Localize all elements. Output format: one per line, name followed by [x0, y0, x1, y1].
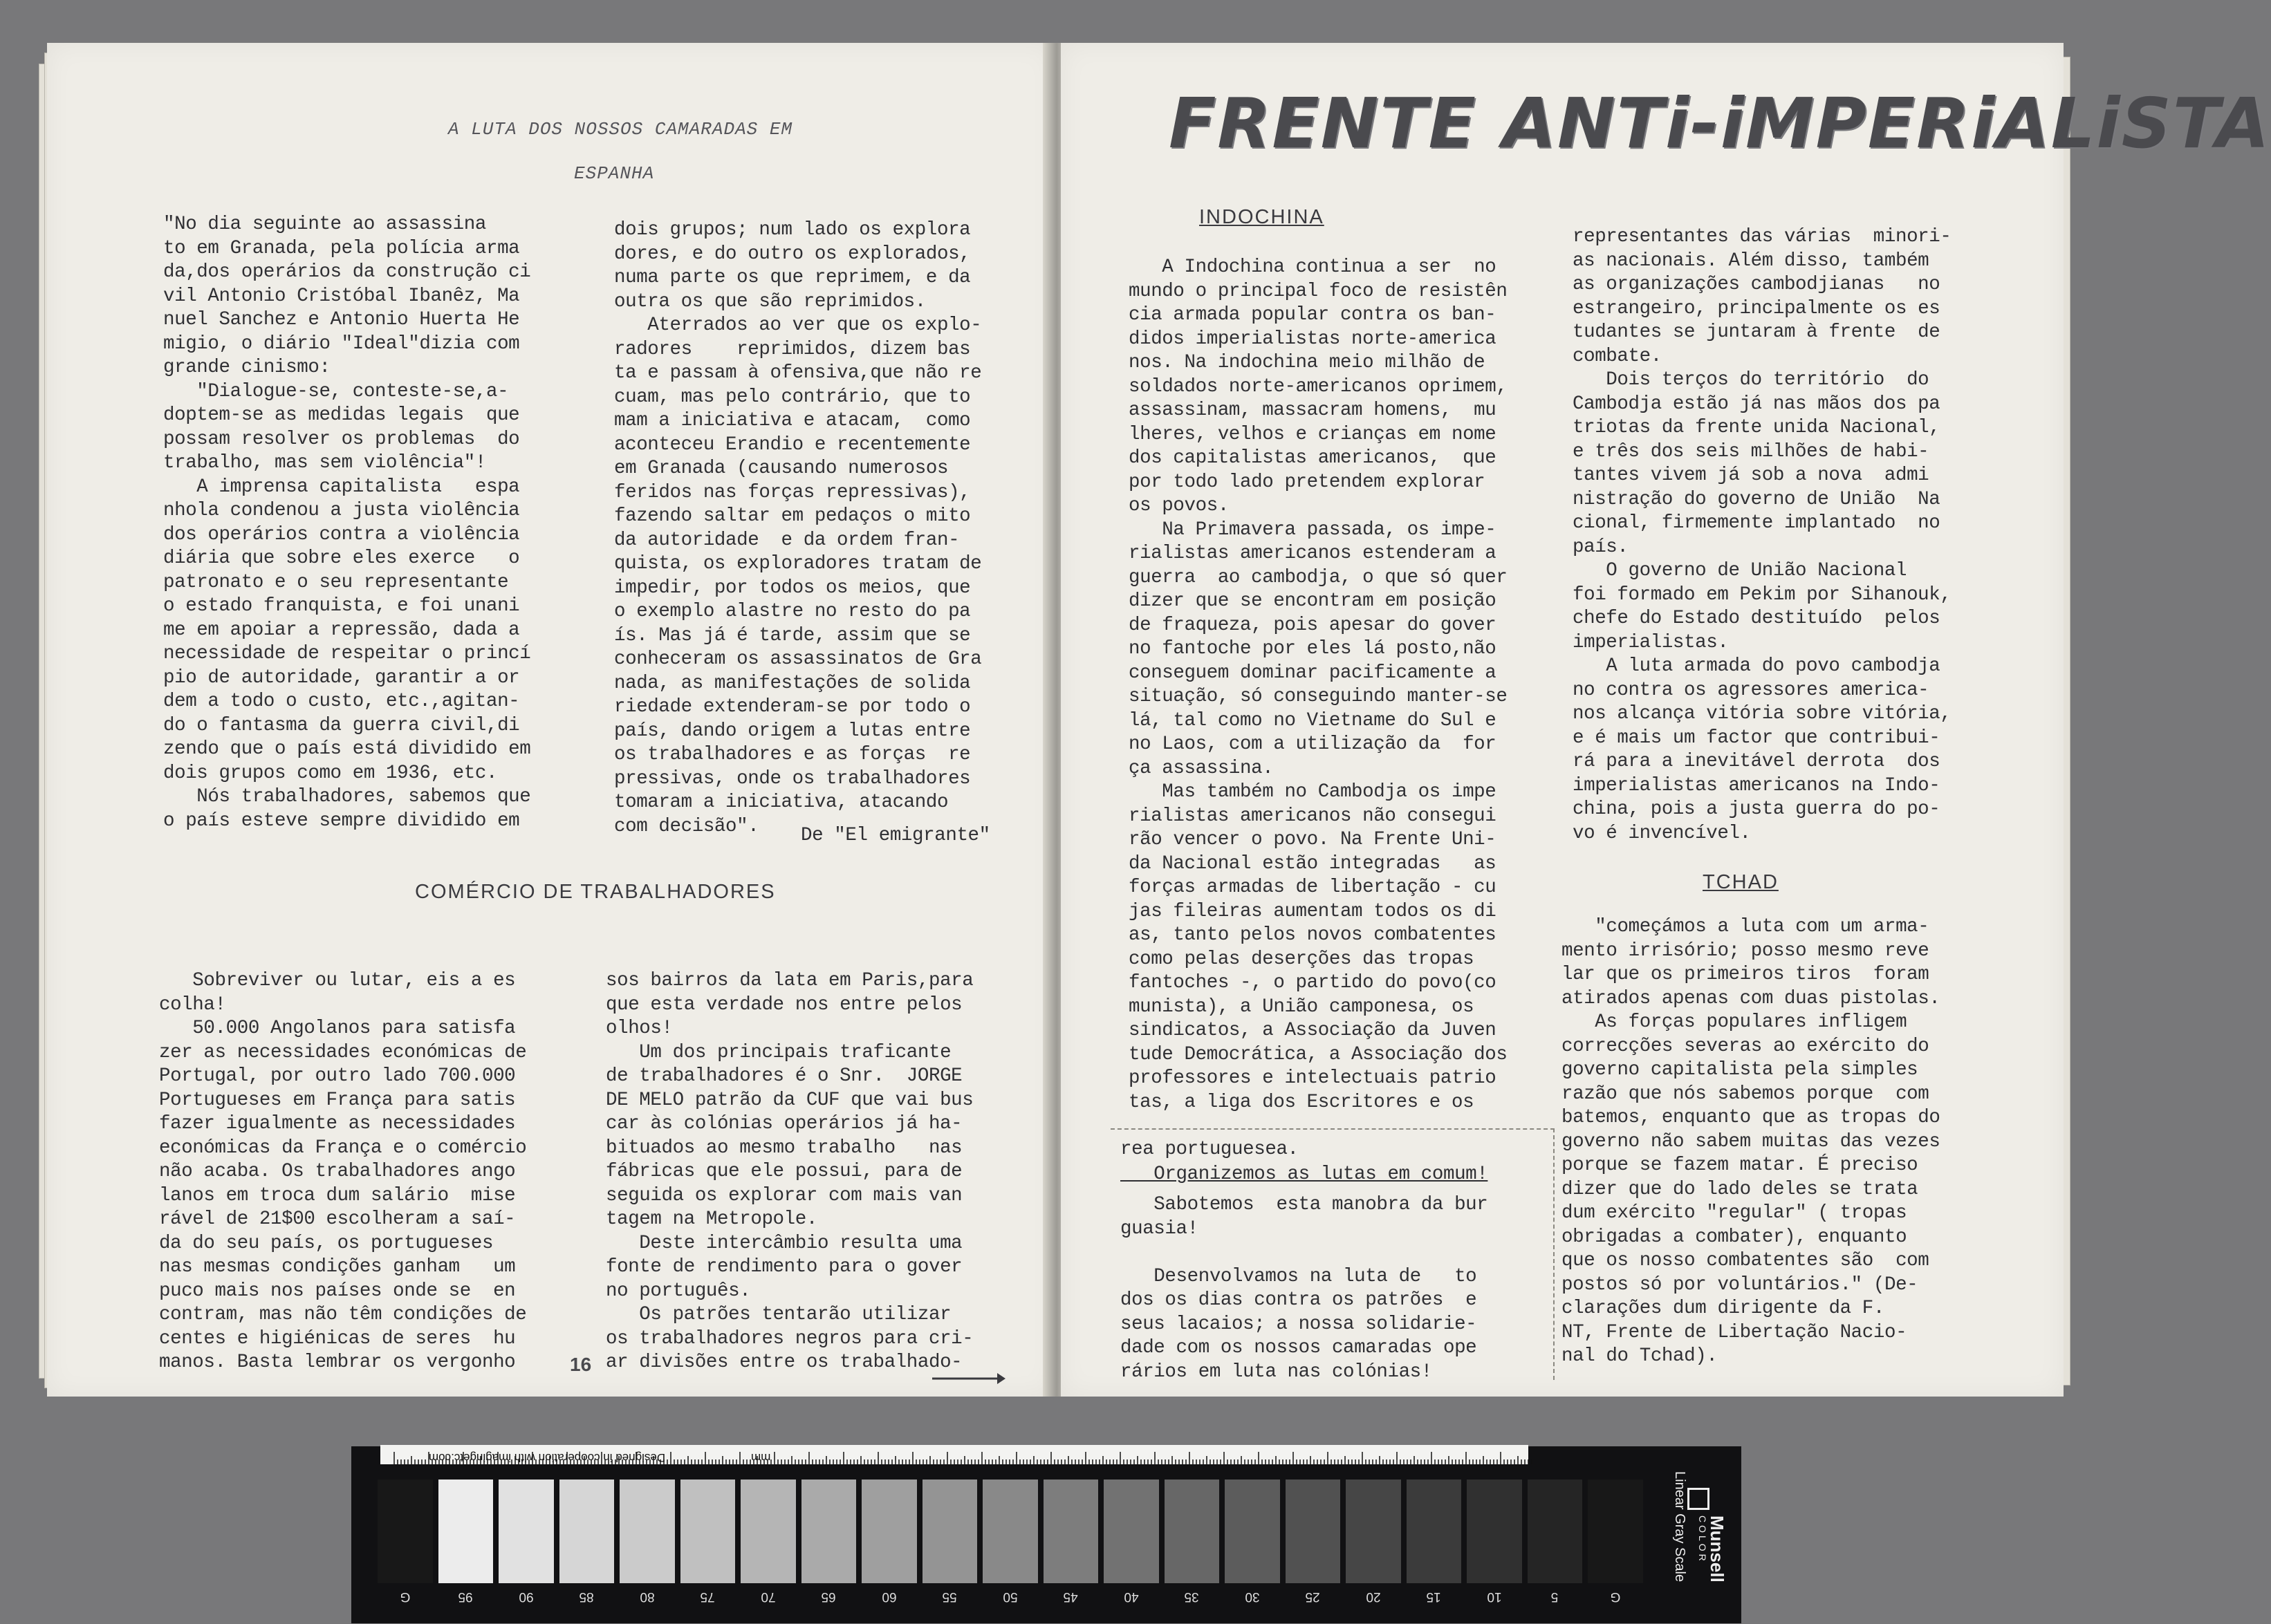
box-body: Sabotemos esta manobra da bur guasia! Desenvolvamos na luta de to dos os dias contra os patrões e seus lacaios; a nossa solidarie- dade com os nossos camaradas ope rários em luta nas colónias! — [1120, 1194, 1488, 1383]
article-signature: De "El emigrante" — [801, 825, 990, 846]
gray-patch-label: 85 — [579, 1589, 594, 1604]
box-line-1: rea portuguesea. — [1120, 1139, 1299, 1160]
gray-patch-label: G — [400, 1589, 411, 1604]
gray-patch-label: 30 — [1245, 1589, 1260, 1604]
section-title-indochina: INDOCHINA — [1199, 206, 1324, 228]
gray-patch — [862, 1480, 917, 1583]
continue-arrow-icon — [931, 1370, 1007, 1387]
gray-patch-label: 60 — [882, 1589, 897, 1604]
gray-patch — [680, 1480, 736, 1583]
gray-patch-label: 95 — [458, 1589, 473, 1604]
box-slogan: Organizemos as lutas em comum! — [1120, 1164, 1488, 1185]
gray-patch-label: 45 — [1063, 1589, 1078, 1604]
article-title-line1: A LUTA DOS NOSSOS CAMARADAS EM — [448, 119, 793, 140]
gray-patch — [378, 1480, 433, 1583]
gray-patch-label: 50 — [1003, 1589, 1018, 1604]
right-page — [1061, 43, 2271, 1397]
section-title-tchad: TCHAD — [1703, 871, 1779, 893]
gray-patch-label: 55 — [942, 1589, 957, 1604]
gray-patch-label: 75 — [700, 1589, 715, 1604]
gray-patch — [1286, 1480, 1341, 1583]
gray-patch — [1225, 1480, 1280, 1583]
gray-patch-label: 5 — [1550, 1589, 1559, 1604]
gray-patch — [1588, 1480, 1643, 1583]
gray-patch — [1467, 1480, 1522, 1583]
article-column-3: Sobreviver ou lutar, eis a es colha! 50.000 Angolanos para satisfa zer as necessidades económicas de Portugal, por outro lado 700.000 Portugueses em França para satis fazer igualmente as necessidades económicas da França e o comércio não acaba. Os trabalhadores ango lanos em troca dum salário mise rável de 21$00 escolheram a saí- da do seu país, os portugueses nas mesmas condições ganham um puco mais nos países onde se en contram, mas não têm condições de centes e higiénicas de seres hu manos. Basta lembrar os vergonho — [159, 970, 527, 1373]
gray-patch — [559, 1480, 615, 1583]
open-booklet — [47, 43, 2271, 1397]
gray-patch — [1407, 1480, 1462, 1583]
tchad-column: "começámos a luta com um arma- mento irrisório; posso mesmo reve lar que os primeiros tiros foram atirados apenas com duas pistolas. As forças populares infligem correcções severas ao exército do governo capitalista pela simples razão que nós sabemos porque com batemos, enquanto que as tropas do governo não sabem muitas das vezes porque se fazem matar. É preciso dizer que do lado deles se trata dum exército "regular" ( tropas obrigadas a combater), enquanto que os nosso combatentes são com postos só por voluntários." (De- clarações dum dirigente da F. NT, Frente de Libertação Nacio- nal do Tchad). — [1561, 916, 1940, 1367]
gray-patch-label: 40 — [1124, 1589, 1139, 1604]
gray-patch — [499, 1480, 554, 1583]
gray-patch — [1104, 1480, 1159, 1583]
scale-name: Linear Gray Scale — [1672, 1471, 1687, 1583]
article-column-1: "No dia seguinte ao assassina to em Granada, pela polícia arma da,dos operários da construção ci vil Antonio Cristóbal Ibanêz, Ma nuel Sanchez e Antonio Huerta He migio, o diário "Ideal"dizia com grande cinismo: "Dialogue-se, conteste-se,a- doptem-se as medidas legais que possam resolver os problemas do trabalho, mas sem violência"! A imprensa capitalista espa nhola condenou a justa violência dos operários contra a violência diária que sobre eles exerce o patronato e o seu representante o estado franquista, e foi unani me em apoiar a repressão, dada a necessidade de respeitar o princí pio de autoridade, garantir a or dem a todo o custo, etc.,agitan- do o fantasma da guerra civil,di zendo que o país está dividido em dois grupos como em 1936, etc. Nós trabalhadores, sabemos que o país esteve sempre dividido em — [163, 214, 531, 832]
indochina-column-2: representantes das várias minori- as nacionais. Além disso, também as organizações cambodjianas no estrangeiro, principalmente os es tudantes se juntaram à frente de combate. Dois terços do território do Cambodja estão já nas mãos dos pa triotas da frente unida Nacional, e três dos seis milhões de habi- tantes vivem já sob a nova admi nistração do governo de União Na cional, firmemente implantado no país. O governo de União Nacional foi formado em Pekim por Sihanouk, chefe do Estado destituído pelos imperialistas. A luta armada do povo cambodja no contra os agressores america- nos alcança vitória sobre vitória, e é mais um factor que contribui- rá para a inevitável derrota dos imperialistas americanos na Indo- china, pois a justa guerra do po- vo é invencível. — [1573, 226, 1952, 844]
brand-name: Munsell — [1707, 1515, 1727, 1583]
gray-patch — [1346, 1480, 1401, 1583]
gray-patch-label: 90 — [519, 1589, 534, 1604]
gray-patch-label: 15 — [1426, 1589, 1441, 1604]
gray-patch-label: 70 — [761, 1589, 776, 1604]
munsell-logo-area — [1667, 1471, 1729, 1609]
gray-patch — [620, 1480, 675, 1583]
gray-patch-label: 65 — [821, 1589, 836, 1604]
gray-patch-label: 10 — [1487, 1589, 1502, 1604]
indochina-column-1: A Indochina continua a ser no mundo o principal foco de resistên cia armada popular contra os ban- didos imperialistas norte-america nos. Na indochina meio milhão de soldados norte-americanos oprimem, assassinam, massacram homens, mu lheres, velhos e crianças em nome dos capitalistas americanos, que por todo lado pretendem explorar os povos. Na Primavera passada, os impe- rialistas americanos estenderam a guerra ao cambodja, o que só quer dizer que se encontram em posição de fraqueza, pois apesar do gover no fantoche por eles lá posto,não conseguem dominar pacificamente a situação, só conseguindo manter-se lá, tal como no Vietname do Sul e no Laos, com a utilização da for ça assassina. Mas também no Cambodja os impe rialistas americanos não consegui rão vencer o povo. Na Frente Uni- da Nacional estão integradas as forças armadas de libertação - cu jas fileiras aumentam todos os di as, tanto pelos novos combatentes como pelas deserções das tropas fantoches -, o partido do povo(co munista), a União camponesa, os sindicatos, a Associação da Juven tude Democrática, a Associação dos professores e intelectuais patrio tas, a liga dos Escritores e os — [1129, 256, 1508, 1113]
left-page — [47, 43, 1054, 1397]
gray-patch-label: 25 — [1305, 1589, 1320, 1604]
gray-patch — [983, 1480, 1038, 1583]
gray-patch — [801, 1480, 857, 1583]
brand-sub: COLOR — [1697, 1515, 1708, 1564]
article-title-line2: ESPANHA — [574, 163, 655, 184]
gray-patch — [1044, 1480, 1099, 1583]
section-title-comercio: COMÉRCIO DE TRABALHADORES — [415, 881, 776, 903]
ruler-unit: mm — [751, 1451, 771, 1464]
page-number: 16 — [570, 1354, 592, 1375]
gray-patch — [741, 1480, 796, 1583]
gray-patch — [1528, 1480, 1583, 1583]
gray-patch-label: G — [1610, 1589, 1621, 1604]
article-column-2: dois grupos; num lado os explora dores, e do outro os explorados, numa parte os que reprimem, e da outra os que são reprimidos. Aterrados ao ver que os explo- radores reprimidos, dizem bas ta e passam à ofensiva,que não re cuam, mas pelo contrário, que to mam a iniciativa e atacam, como aconteceu Erandio e recentemente em Granada (causando numerosos feridos nas forças repressivas), fazendo saltar em pedaços o mito da autoridade e da ordem fran- quista, os exploradores tratam de impedir, por todos os meios, que o exemplo alastre no resto do pa ís. Mas já é tarde, assim que se conheceram os assassinatos de Gra nada, as manifestações de solida riedade extenderam-se por todo o país, dando origem a lutas entre os trabalhadores e as forças re pressivas, onde os trabalhadores tomaram a iniciativa, atacando com decisão". — [614, 219, 982, 837]
gray-patch — [438, 1480, 494, 1583]
gray-patch — [1165, 1480, 1220, 1583]
gray-patch-label: 35 — [1184, 1589, 1199, 1604]
munsell-logo-icon — [1687, 1488, 1709, 1510]
masthead-title: FRENTE ANTi-iMPERiALiSTA — [1169, 83, 2271, 164]
gray-patch — [923, 1480, 978, 1583]
gray-patch-label: 20 — [1366, 1589, 1381, 1604]
ruler-credit: Designed in cooperation with imagingetc.com — [429, 1451, 666, 1464]
gray-patch-label: 80 — [640, 1589, 655, 1604]
article-column-4: sos bairros da lata em Paris,para que esta verdade nos entre pelos olhos! Um dos principais traficante de trabalhadores é o Snr. JORGE DE MELO patrão da CUF que vai bus car às colónias operários já ha- bituados ao mesmo trabalho nas fábricas que ele possui, para de seguida os explorar com mais van tagem na Metropole. Deste intercâmbio resulta uma fonte de rendimento para o gover no português. Os patrões tentarão utilizar os trabalhadores negros para cri- ar divisões entre os trabalhado- — [606, 970, 974, 1373]
